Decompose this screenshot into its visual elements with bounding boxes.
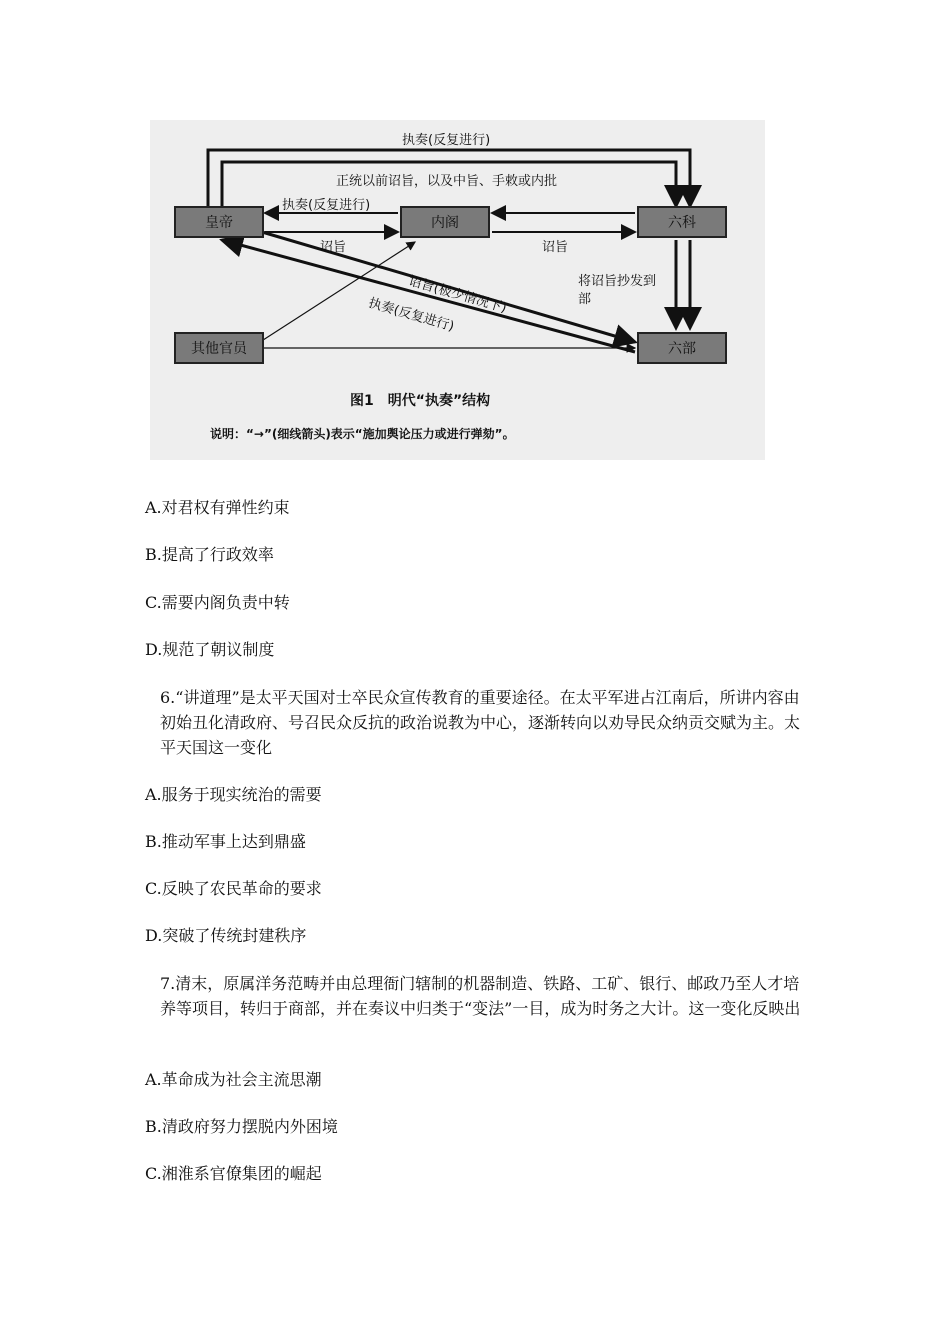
q5-option-d: D.规范了朝议制度: [145, 640, 275, 659]
node-liubu: 六部: [637, 332, 727, 364]
q7-option-b: B.清政府努力摆脱内外困境: [145, 1117, 338, 1136]
zhizou-structure-figure: [150, 120, 765, 460]
q7-stem: 7.清末，原属洋务范畴并由总理衙门辖制的机器制造、铁路、工矿、银行、邮政乃至人才培养等项目，转归于商部，并在奏议中归类于“变法”一目，成为时务之大计。这一变化反映出: [160, 974, 801, 1018]
label-top-loop: 执奏(反复进行): [402, 133, 491, 148]
figure-note: 说明：“→”(细线箭头)表示“施加舆论压力或进行弹劾”。: [210, 427, 515, 441]
label-copy-to-bu: 将诏旨抄发到: [578, 274, 657, 289]
q6-option-b: B.推动军事上达到鼎盛: [145, 832, 306, 851]
label-copy-to-bu-2: 部: [578, 292, 592, 307]
node-cabinet: 内阁: [400, 206, 490, 238]
q6-option-c: C.反映了农民革命的要求: [145, 879, 322, 898]
node-liuke: 六科: [637, 206, 727, 238]
q6-option-d: D.突破了传统封建秩序: [145, 926, 307, 945]
diag-liubu-to-emp: [222, 240, 635, 352]
label-diag-zhizou: 执奏(反复进行): [366, 295, 456, 335]
q5-option-b: B.提高了行政效率: [145, 545, 274, 564]
label-cab-liuke: 诏旨: [542, 240, 569, 255]
q7-option-c: C.湘淮系官僚集团的崛起: [145, 1164, 322, 1183]
figure-caption: 图1 明代“执奏”结构: [350, 393, 491, 409]
q6-stem: 6.“讲道理”是太平天国对士卒民众宣传教育的重要途径。在太平军进占江南后，所讲内容由初始丑化清政府、号召民众反抗的政治说教为中心，逐渐转向以劝导民众纳贡交赋为主。太平天国这一变化: [160, 688, 801, 757]
q7-option-a: A.革命成为社会主流思潮: [145, 1070, 322, 1089]
q5-option-c: C.需要内阁负责中转: [145, 593, 290, 612]
label-diag-rare: 诏旨(极少情况下): [406, 273, 509, 317]
q6-option-a: A.服务于现实统治的需要: [145, 785, 322, 804]
label-top-second: 正统以前诏旨，以及中旨、手敕或内批: [336, 174, 558, 189]
label-emp-cab-bottom: 诏旨: [320, 240, 347, 255]
node-officials: 其他官员: [174, 332, 264, 364]
node-emperor: 皇帝: [174, 206, 264, 238]
label-emp-cab-top: 执奏(反复进行): [282, 198, 371, 213]
q5-option-a: A.对君权有弹性约束: [145, 498, 290, 517]
